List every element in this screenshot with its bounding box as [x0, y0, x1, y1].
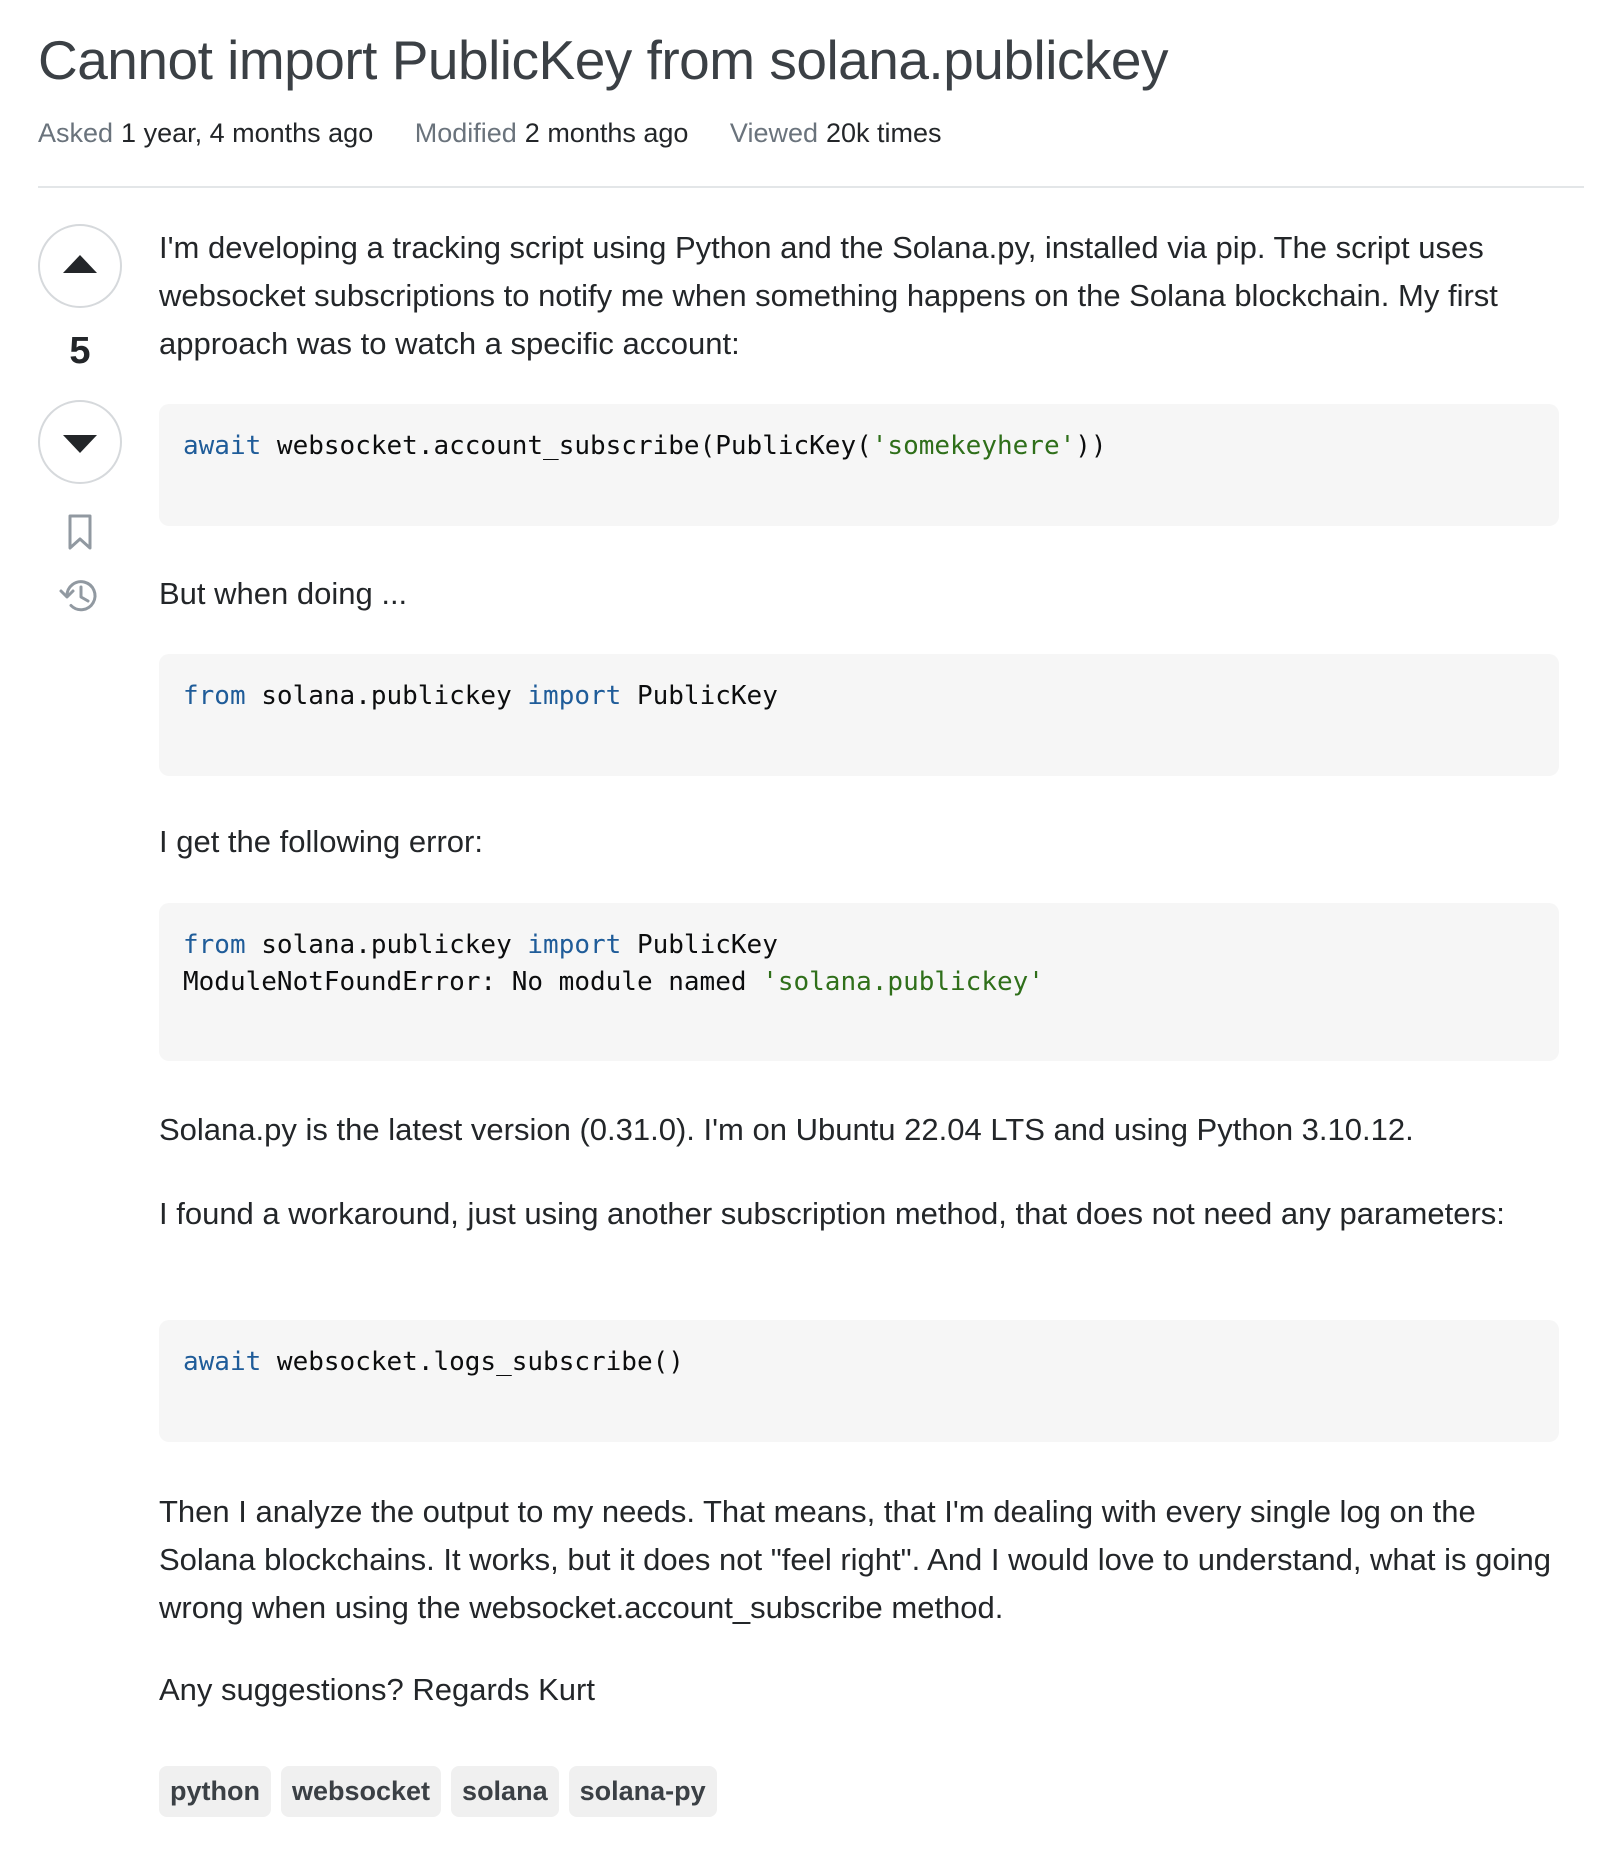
code-text: solana.publickey: [245, 681, 528, 711]
tag-websocket[interactable]: websocket: [281, 1766, 441, 1817]
asked-label: Asked: [38, 118, 114, 148]
asked-value[interactable]: 1 year, 4 months ago: [121, 118, 374, 148]
code-text: ModuleNotFoundError: No module named: [183, 967, 763, 997]
history-icon: [58, 574, 102, 618]
vote-count: 5: [69, 330, 91, 372]
code-keyword: import: [527, 681, 622, 711]
code-block-1: [159, 404, 1559, 526]
tag-list: [159, 1766, 727, 1817]
code-string: 'solana.publickey': [762, 967, 1044, 997]
code-keyword: import: [527, 930, 622, 960]
asked-info: [38, 118, 373, 149]
code-block-3: [159, 903, 1559, 1061]
history-button[interactable]: [58, 574, 102, 618]
code-keyword: from: [183, 681, 246, 711]
question-meta: [38, 118, 976, 149]
code-keyword: await: [183, 431, 262, 461]
code-text: PublicKey: [621, 930, 778, 960]
post-paragraph-1: I'm developing a tracking script using Python and the Solana.py, installed via pip. The script uses websocket subscriptions to notify me when something happens on the Solana blockchain. My first approach was to watch a specific account:: [159, 230, 1498, 361]
code-block-2: [159, 654, 1559, 776]
downvote-button[interactable]: [38, 400, 122, 484]
post-paragraph-5: I found a workaround, just using another subscription method, that does not need any parameters:: [159, 1196, 1505, 1231]
post-paragraph-2: But when doing ...: [159, 576, 408, 611]
post-paragraph-6: Then I analyze the output to my needs. That means, that I'm dealing with every single log on the Solana blockchains. It works, but it does not "feel right". And I would love to understand, what is going wrong when using the websocket.account_subscribe method.: [159, 1494, 1551, 1625]
modified-label: Modified: [414, 118, 517, 148]
bookmark-icon: [58, 510, 102, 554]
tag-solana[interactable]: solana: [451, 1766, 559, 1817]
downvote-arrow-icon: [63, 435, 97, 453]
modified-info: [415, 118, 689, 149]
upvote-button[interactable]: [38, 224, 122, 308]
code-keyword: from: [183, 930, 246, 960]
code-text: solana.publickey: [245, 930, 528, 960]
upvote-arrow-icon: [63, 255, 97, 273]
code-text: websocket.logs_subscribe(): [261, 1347, 684, 1377]
post-paragraph-7: Any suggestions? Regards Kurt: [159, 1672, 595, 1707]
tag-python[interactable]: python: [159, 1766, 271, 1817]
code-block-4: [159, 1320, 1559, 1442]
code-text: )): [1075, 431, 1107, 461]
post-paragraph-4: Solana.py is the latest version (0.31.0). I'm on Ubuntu 22.04 LTS and using Python 3.10.12.: [159, 1112, 1414, 1147]
code-text: PublicKey: [621, 681, 778, 711]
header-divider: [38, 186, 1584, 188]
tag-solana-py[interactable]: solana-py: [569, 1766, 717, 1817]
code-text: websocket.account_subscribe(PublicKey(: [261, 431, 872, 461]
viewed-value: 20k times: [826, 118, 942, 148]
code-string: 'somekeyhere': [871, 431, 1076, 461]
modified-value[interactable]: 2 months ago: [524, 118, 689, 148]
question-title[interactable]: Cannot import PublicKey from solana.publickey: [38, 29, 1169, 91]
viewed-label: Viewed: [729, 118, 818, 148]
viewed-info: [730, 118, 942, 149]
post-paragraph-3: I get the following error:: [159, 824, 483, 859]
bookmark-button[interactable]: [58, 510, 102, 554]
code-keyword: await: [183, 1347, 262, 1377]
